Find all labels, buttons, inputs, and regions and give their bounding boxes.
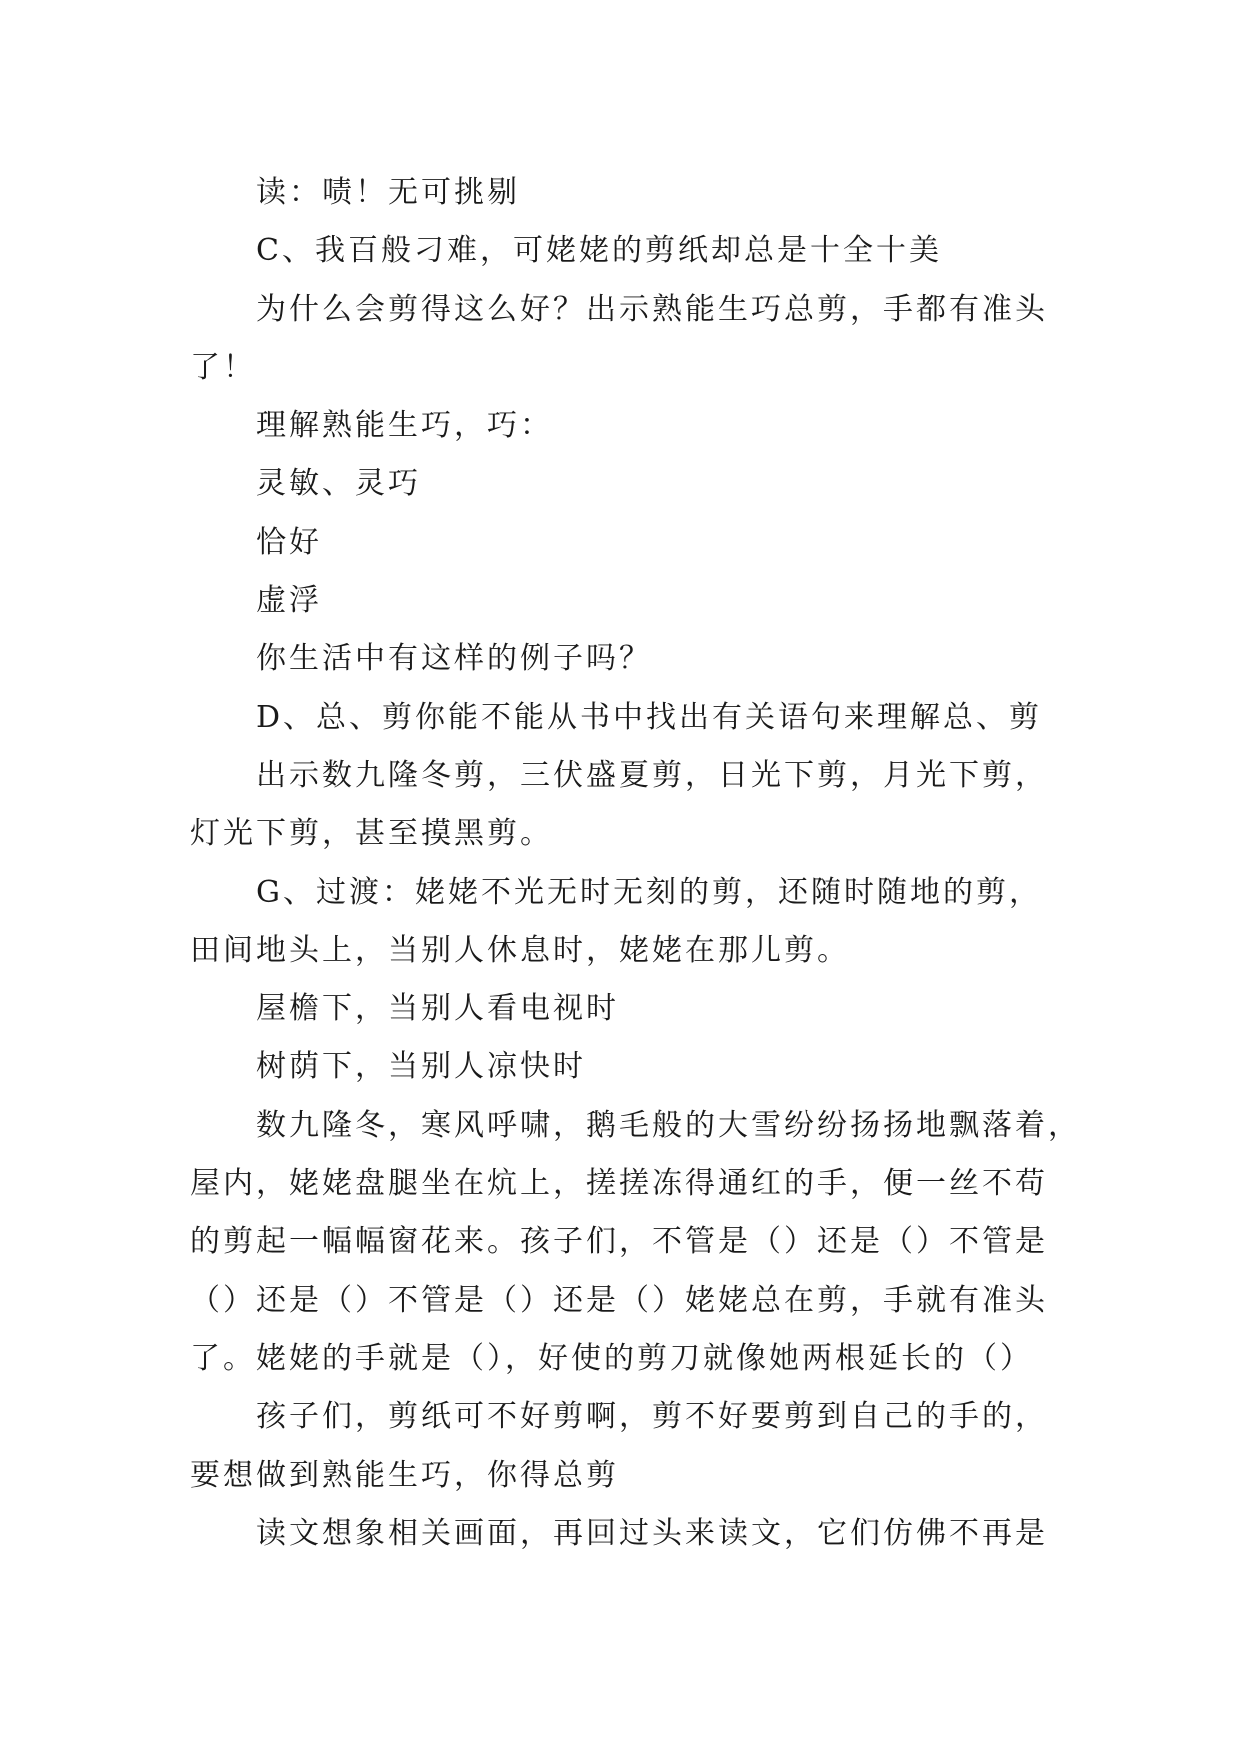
- text-line: （）还是（）不管是（）还是（）姥姥总在剪，手就有准头: [190, 1282, 1048, 1318]
- text-line: 你生活中有这样的例子吗？: [256, 641, 652, 677]
- text-line: 要想做到熟能生巧，你得总剪: [190, 1457, 619, 1493]
- text-line: 恰好: [256, 524, 322, 560]
- text-line: 灯光下剪，甚至摸黑剪。: [190, 816, 553, 852]
- text-line: 数九隆冬，寒风呼啸，鹅毛般的大雪纷纷扬扬地飘落着，: [256, 1107, 1081, 1143]
- text-line: 理解熟能生巧，巧：: [256, 408, 553, 444]
- text-line: C、我百般刁难，可姥姥的剪纸却总是十全十美: [256, 233, 942, 269]
- text-line: 了！: [190, 349, 256, 385]
- text-line: 的剪起一幅幅窗花来。孩子们，不管是（）还是（）不管是: [190, 1224, 1048, 1260]
- text-line: 屋内，姥姥盘腿坐在炕上，搓搓冻得通红的手，便一丝不苟: [190, 1166, 1048, 1202]
- document-body: [190, 164, 1081, 1563]
- text-line: 虚浮: [256, 583, 322, 619]
- text-line: G、过渡：姥姥不光无时无刻的剪，还随时随地的剪，: [256, 874, 1042, 910]
- text-line: D、总、剪你能不能从书中找出有关语句来理解总、剪: [256, 699, 1043, 735]
- text-line: 屋檐下，当别人看电视时: [256, 991, 619, 1027]
- text-line: 读：啧！无可挑剔: [256, 175, 520, 210]
- text-line: 田间地头上，当别人休息时，姥姥在那儿剪。: [190, 932, 850, 968]
- text-line: 灵敏、灵巧: [256, 466, 421, 502]
- text-line: 了。姥姥的手就是（），好使的剪刀就像她两根延长的（）: [190, 1340, 1033, 1376]
- text-line: 树荫下，当别人凉快时: [256, 1049, 586, 1085]
- text-line: 孩子们，剪纸可不好剪啊，剪不好要剪到自己的手的，: [256, 1399, 1048, 1435]
- text-line: 为什么会剪得这么好？出示熟能生巧总剪，手都有准头: [256, 291, 1048, 327]
- text-line: 出示数九隆冬剪，三伏盛夏剪，日光下剪，月光下剪，: [256, 757, 1048, 793]
- text-line: 读文想象相关画面，再回过头来读文，它们仿佛不再是: [256, 1515, 1048, 1551]
